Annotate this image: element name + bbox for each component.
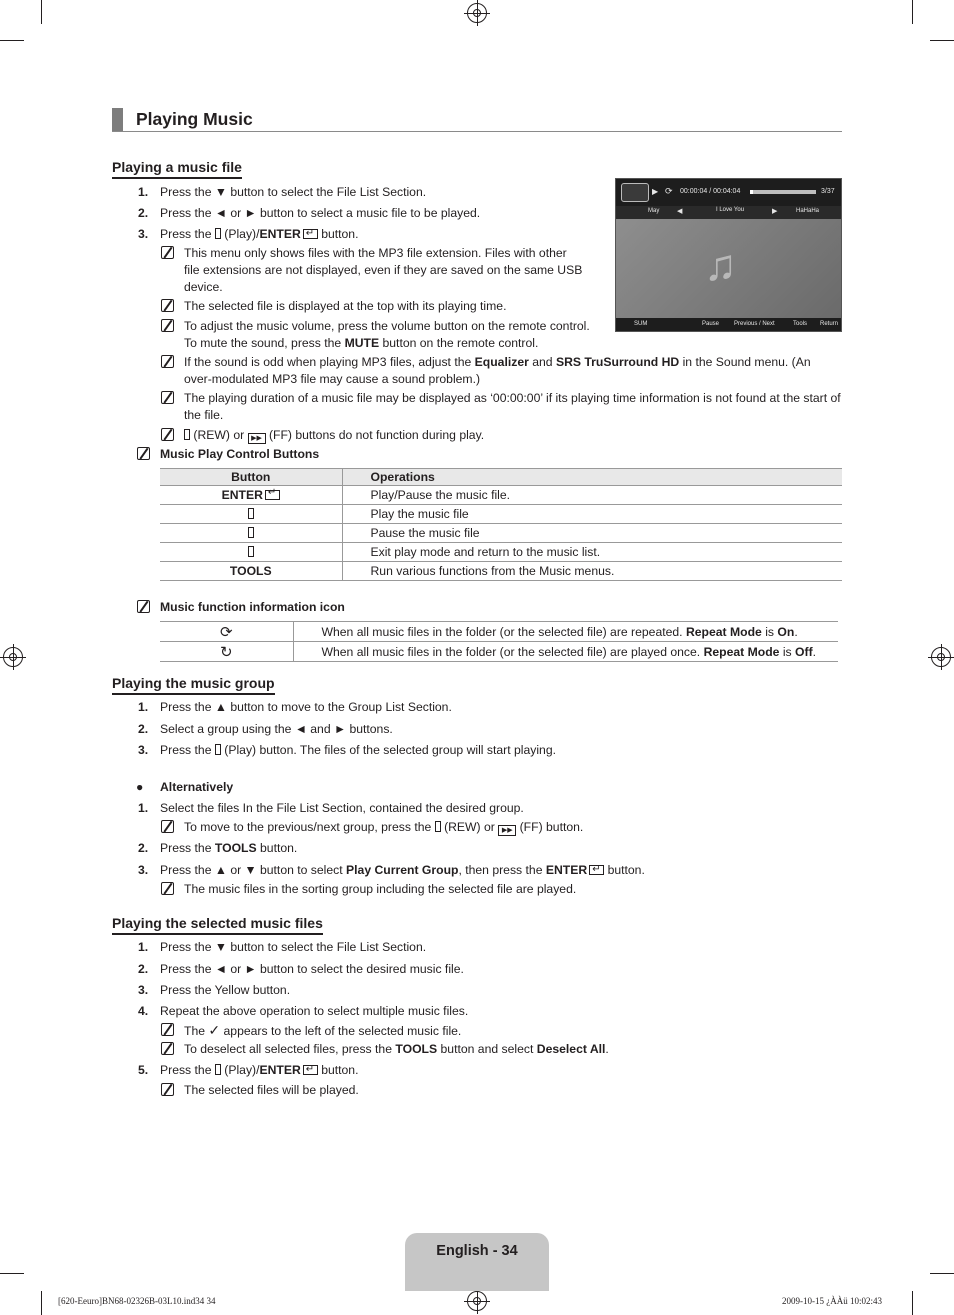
music-player-screenshot xyxy=(615,178,842,332)
crop-mark xyxy=(0,40,24,41)
note-icon xyxy=(161,1023,174,1036)
table-row xyxy=(160,505,842,524)
play-icon: ▶ xyxy=(652,187,659,196)
play-icon xyxy=(215,1064,221,1075)
note-icon xyxy=(161,1083,174,1096)
step-number: 2. xyxy=(138,841,149,855)
page-title-bar xyxy=(112,108,842,132)
note-text: over-modulated MP3 file may cause a sound problem.) xyxy=(184,372,481,386)
tools-label: Tools xyxy=(793,321,808,327)
title-marker xyxy=(112,108,123,131)
step-text: Press the (Play)/ENTER↵ button. xyxy=(160,1062,358,1078)
prev-next-label: Previous / Next xyxy=(734,321,775,327)
album-thumbnail xyxy=(621,183,649,202)
section-heading-playing-the-music-group: Playing the music group xyxy=(112,675,275,695)
note-icon xyxy=(161,391,174,404)
crop-mark xyxy=(41,1291,42,1315)
operation-cell: Play the music file xyxy=(342,505,842,524)
info-text: When all music files in the folder (or the selected file) are played once. Repeat Mode is Off. xyxy=(293,642,838,662)
step-number: 2. xyxy=(138,962,149,976)
page-number-tab xyxy=(405,1233,549,1291)
table-row xyxy=(160,486,842,505)
bullet: ● xyxy=(136,780,144,794)
table-heading: Music function information icon xyxy=(160,600,345,614)
crop-mark xyxy=(912,1291,913,1315)
right-arrow-icon: ▶ xyxy=(772,208,778,215)
step-number: 2. xyxy=(138,722,149,736)
note-icon xyxy=(161,820,174,833)
step-text: Press the TOOLS button. xyxy=(160,841,298,855)
button-cell xyxy=(160,524,342,543)
step-text: Select the files In the File List Section, contained the desired group. xyxy=(160,801,524,815)
play-time: 00:00:04 / 00:04:04 xyxy=(680,188,741,195)
note-text: To adjust the music volume, press the volume button on the remote control. xyxy=(184,319,590,333)
play-icon xyxy=(215,228,221,239)
step-text: Press the (Play)/ENTER↵ button. xyxy=(160,226,358,242)
button-cell xyxy=(160,543,342,562)
step-number: 3. xyxy=(138,743,149,757)
print-slug-left: [620-Eeuro]BN68-02326B-03L10.ind34 34 xyxy=(58,1296,216,1306)
note-icon xyxy=(137,447,150,460)
button-cell: TOOLS xyxy=(160,562,342,581)
enter-icon xyxy=(265,490,280,500)
ff-icon: ▶▶ xyxy=(498,825,516,836)
button-cell: ENTER↵ xyxy=(160,486,342,505)
note-text: To move to the previous/next group, press the (REW) or ▶▶ (FF) button. xyxy=(184,820,584,834)
checkmark-icon: ✓ xyxy=(208,1022,221,1038)
operation-cell: Play/Pause the music file. xyxy=(342,486,842,505)
table-row xyxy=(160,524,842,543)
enter-icon xyxy=(589,865,604,875)
step-number: 1. xyxy=(138,940,149,954)
sum-label: SUM xyxy=(634,321,648,327)
ff-icon: ▶▶ xyxy=(248,433,266,444)
prev-track: May xyxy=(648,208,660,214)
note-text: The selected files will be played. xyxy=(184,1083,359,1097)
table-row xyxy=(160,622,838,642)
step-number: 4. xyxy=(138,1004,149,1018)
track-count: 3/37 xyxy=(821,188,835,195)
info-icon-table xyxy=(160,621,838,662)
info-text: When all music files in the folder (or the selected file) are repeated. Repeat Mode is On. xyxy=(293,622,838,642)
print-slug-right: 2009-10-15 ¿ÀÀü 10:02:43 xyxy=(782,1296,882,1306)
note-text: The ✓ appears to the left of the selected music file. xyxy=(184,1022,462,1038)
step-number: 2. xyxy=(138,206,149,220)
enter-icon xyxy=(303,229,318,239)
operation-cell: Run various functions from the Music menus. xyxy=(342,562,842,581)
operation-cell: Pause the music file xyxy=(342,524,842,543)
progress-bar xyxy=(750,190,816,194)
note-text: The music files in the sorting group including the selected file are played. xyxy=(184,882,577,896)
page-title: Playing Music xyxy=(136,109,253,129)
step-text: Press the ▼ button to select the File List Section. xyxy=(160,185,427,199)
table-header-row xyxy=(160,469,842,486)
note-text: This menu only shows files with the MP3 file extension. Files with other xyxy=(184,246,567,260)
step-text: Press the ▼ button to select the File List Section. xyxy=(160,940,427,954)
step-text: Press the ◄ or ► button to select the desired music file. xyxy=(160,962,464,976)
step-number: 1. xyxy=(138,801,149,815)
repeat-icon: ⟳ xyxy=(665,186,673,196)
repeat-on-icon: ⟳ xyxy=(160,622,293,642)
step-number: 3. xyxy=(138,227,149,241)
play-icon xyxy=(248,508,254,519)
crop-mark xyxy=(930,1273,954,1274)
note-icon xyxy=(161,428,174,441)
registration-mark-icon xyxy=(3,647,23,667)
next-track: HaHaHa xyxy=(796,208,820,214)
step-number: 1. xyxy=(138,185,149,199)
repeat-off-icon: ↻ xyxy=(160,642,293,662)
registration-mark-icon xyxy=(467,1291,487,1311)
stop-icon xyxy=(248,546,254,557)
step-number: 5. xyxy=(138,1063,149,1077)
note-text: The selected file is displayed at the top with its playing time. xyxy=(184,299,507,313)
music-note-icon: ♫ xyxy=(704,241,737,290)
column-header: Button xyxy=(160,469,342,486)
control-buttons-table xyxy=(160,468,842,581)
step-text: Press the Yellow button. xyxy=(160,983,291,997)
note-text: To mute the sound, press the MUTE button on the remote control. xyxy=(184,336,539,350)
note-text: device. xyxy=(184,280,223,294)
registration-mark-icon xyxy=(931,647,951,667)
step-text: Select a group using the ◄ and ► buttons. xyxy=(160,722,393,736)
return-label: Return xyxy=(820,321,839,327)
player-bottom-bar xyxy=(616,318,842,332)
table-heading: Music Play Control Buttons xyxy=(160,447,320,461)
current-track: I Love You xyxy=(716,207,745,213)
note-text: the file. xyxy=(184,408,224,422)
note-icon xyxy=(161,246,174,259)
column-header: Operations xyxy=(342,469,842,486)
table-row xyxy=(160,642,838,662)
section-heading-playing-the-selected-music-files: Playing the selected music files xyxy=(112,915,323,935)
pause-icon xyxy=(248,527,254,538)
left-arrow-icon: ◀ xyxy=(677,208,683,215)
step-text: Press the (Play) button. The files of the selected group will start playing. xyxy=(160,743,556,757)
note-icon xyxy=(161,319,174,332)
pause-label: Pause xyxy=(702,321,720,327)
note-text: The playing duration of a music file may be displayed as ‘00:00:00’ if its playing time information is not found at the start of xyxy=(184,391,841,405)
note-text: file extensions are not displayed, even if they are saved on the same USB xyxy=(184,263,583,277)
note-icon xyxy=(161,1042,174,1055)
note-icon xyxy=(137,600,150,613)
crop-mark xyxy=(930,40,954,41)
table-row xyxy=(160,543,842,562)
play-icon xyxy=(215,744,221,755)
step-text: Repeat the above operation to select multiple music files. xyxy=(160,1004,469,1018)
table-row xyxy=(160,562,842,581)
crop-mark xyxy=(912,0,913,24)
rew-icon xyxy=(184,429,190,440)
step-number: 3. xyxy=(138,863,149,877)
crop-mark xyxy=(41,0,42,24)
note-icon xyxy=(161,299,174,312)
step-text: Press the ▲ button to move to the Group List Section. xyxy=(160,700,452,714)
page-number: English - 34 xyxy=(436,1243,518,1259)
button-cell xyxy=(160,505,342,524)
registration-mark-icon xyxy=(467,3,487,23)
note-icon xyxy=(161,882,174,895)
note-text: If the sound is odd when playing MP3 files, adjust the Equalizer and SRS TruSurround HD in the Sound menu. (An xyxy=(184,355,811,369)
note-icon xyxy=(161,355,174,368)
step-number: 1. xyxy=(138,700,149,714)
step-number: 3. xyxy=(138,983,149,997)
alternatively-label: Alternatively xyxy=(160,780,234,794)
note-text: (REW) or ▶▶ (FF) buttons do not function during play. xyxy=(184,427,484,444)
crop-mark xyxy=(0,1273,24,1274)
operation-cell: Exit play mode and return to the music list. xyxy=(342,543,842,562)
enter-icon xyxy=(303,1065,318,1075)
step-text: Press the ◄ or ► button to select a music file to be played. xyxy=(160,206,481,220)
note-text: To deselect all selected files, press the TOOLS button and select Deselect All. xyxy=(184,1042,609,1056)
section-heading-playing-a-music-file: Playing a music file xyxy=(112,159,242,179)
rew-icon xyxy=(435,821,441,832)
step-text: Press the ▲ or ▼ button to select Play Current Group, then press the ENTER↵ button. xyxy=(160,862,645,878)
